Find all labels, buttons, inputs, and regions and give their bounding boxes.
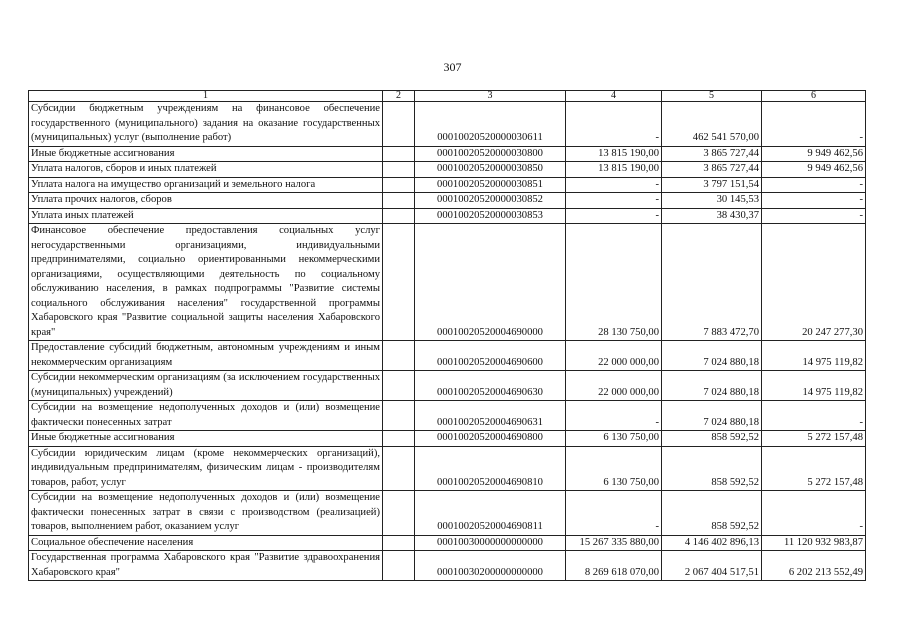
row-col4-cell: 28 130 750,00 xyxy=(566,224,662,341)
row-name-cell: Субсидии на возмещение недополученных доходов и (или) возмещение фактически понесенных затрат xyxy=(29,401,383,431)
row-col4-cell: - xyxy=(566,401,662,431)
row-col6-cell: 14 975 119,82 xyxy=(762,371,866,401)
row-name-cell: Государственная программа Хабаровского края "Развитие здравоохранения Хабаровского края" xyxy=(29,551,383,581)
row-col6-cell: - xyxy=(762,208,866,224)
row-col6-cell: 6 202 213 552,49 xyxy=(762,551,866,581)
row-name-cell: Уплата иных платежей xyxy=(29,208,383,224)
table-row xyxy=(29,535,866,551)
row-col5-cell: 7 024 880,18 xyxy=(662,341,762,371)
table-row xyxy=(29,102,866,147)
row-code-cell: 00010020520000030850 xyxy=(415,162,566,178)
row-col4-cell: 15 267 335 880,00 xyxy=(566,535,662,551)
table-row xyxy=(29,162,866,178)
table-row xyxy=(29,177,866,193)
row-col4-cell: 13 815 190,00 xyxy=(566,146,662,162)
table-row xyxy=(29,193,866,209)
row-code-cell: 00010030200000000000 xyxy=(415,551,566,581)
row-name-cell: Предоставление субсидий бюджетным, автономным учреждениям и иным некоммерческим организациям xyxy=(29,341,383,371)
row-name-cell: Субсидии бюджетным учреждениям на финансовое обеспечение государственного (муниципального) задания на оказание государственных (муниципальных) услуг (выполнение работ) xyxy=(29,102,383,147)
row-col4-cell: 13 815 190,00 xyxy=(566,162,662,178)
row-col5-cell: 462 541 570,00 xyxy=(662,102,762,147)
row-code-cell: 00010020520004690000 xyxy=(415,224,566,341)
row-col2-cell xyxy=(383,491,415,536)
row-code-cell: 00010020520000030853 xyxy=(415,208,566,224)
row-col4-cell: - xyxy=(566,102,662,147)
row-col2-cell xyxy=(383,401,415,431)
row-col5-cell: 2 067 404 517,51 xyxy=(662,551,762,581)
row-name-cell: Субсидии на возмещение недополученных доходов и (или) возмещение фактически понесенных затрат в связи с производством (реализацией) товаров, выполнением работ, оказанием услуг xyxy=(29,491,383,536)
table-row xyxy=(29,401,866,431)
row-col5-cell: 3 865 727,44 xyxy=(662,146,762,162)
row-col2-cell xyxy=(383,193,415,209)
row-col6-cell: 5 272 157,48 xyxy=(762,446,866,491)
row-code-cell: 00010020520000030852 xyxy=(415,193,566,209)
row-col6-cell: 20 247 277,30 xyxy=(762,224,866,341)
row-col6-cell: - xyxy=(762,177,866,193)
row-code-cell: 00010020520004690811 xyxy=(415,491,566,536)
row-name-cell: Социальное обеспечение населения xyxy=(29,535,383,551)
row-col5-cell: 7 024 880,18 xyxy=(662,371,762,401)
table-row xyxy=(29,371,866,401)
row-col4-cell: - xyxy=(566,177,662,193)
row-col4-cell: 6 130 750,00 xyxy=(566,431,662,447)
row-code-cell: 00010020520004690800 xyxy=(415,431,566,447)
row-col6-cell: 11 120 932 983,87 xyxy=(762,535,866,551)
row-col2-cell xyxy=(383,371,415,401)
row-col4-cell: 22 000 000,00 xyxy=(566,371,662,401)
row-name-cell: Уплата налога на имущество организаций и земельного налога xyxy=(29,177,383,193)
page-number: 307 xyxy=(443,60,462,74)
row-col5-cell: 3 865 727,44 xyxy=(662,162,762,178)
table-row xyxy=(29,551,866,581)
table-row xyxy=(29,431,866,447)
row-col2-cell xyxy=(383,551,415,581)
row-col4-cell: - xyxy=(566,208,662,224)
row-col5-cell: 4 146 402 896,13 xyxy=(662,535,762,551)
column-header-6: 6 xyxy=(762,91,866,102)
column-header-1: 1 xyxy=(29,91,383,102)
row-col4-cell: 6 130 750,00 xyxy=(566,446,662,491)
row-col2-cell xyxy=(383,208,415,224)
row-name-cell: Финансовое обеспечение предоставления социальных услуг негосударственными организациями, индивидуальными предпринимателями, социально ориентированными некоммерческими организациями, осуществляющими деятельность по социальному обслуживанию населения, в рамках подпрограммы "Развитие системы социального обслуживания населения" государственной программы Хабаровского края "Развитие социальной защиты населения Хабаровского края" xyxy=(29,224,383,341)
row-col6-cell: 9 949 462,56 xyxy=(762,146,866,162)
column-header-3: 3 xyxy=(415,91,566,102)
row-col5-cell: 858 592,52 xyxy=(662,491,762,536)
row-code-cell: 00010020520004690600 xyxy=(415,341,566,371)
table-row xyxy=(29,224,866,341)
table-row xyxy=(29,208,866,224)
column-header-4: 4 xyxy=(566,91,662,102)
row-col4-cell: 8 269 618 070,00 xyxy=(566,551,662,581)
row-code-cell: 00010030000000000000 xyxy=(415,535,566,551)
row-col2-cell xyxy=(383,102,415,147)
column-header-5: 5 xyxy=(662,91,762,102)
row-col2-cell xyxy=(383,431,415,447)
row-col5-cell: 38 430,37 xyxy=(662,208,762,224)
row-col2-cell xyxy=(383,177,415,193)
row-col2-cell xyxy=(383,446,415,491)
row-code-cell: 00010020520000030851 xyxy=(415,177,566,193)
row-code-cell: 00010020520000030800 xyxy=(415,146,566,162)
row-code-cell: 00010020520004690630 xyxy=(415,371,566,401)
row-col5-cell: 3 797 151,54 xyxy=(662,177,762,193)
row-col4-cell: 22 000 000,00 xyxy=(566,341,662,371)
row-col4-cell: - xyxy=(566,491,662,536)
row-col6-cell: - xyxy=(762,491,866,536)
row-col5-cell: 7 883 472,70 xyxy=(662,224,762,341)
row-name-cell: Иные бюджетные ассигнования xyxy=(29,146,383,162)
row-col5-cell: 30 145,53 xyxy=(662,193,762,209)
row-col2-cell xyxy=(383,341,415,371)
row-col4-cell: - xyxy=(566,193,662,209)
row-name-cell: Уплата налогов, сборов и иных платежей xyxy=(29,162,383,178)
row-col6-cell: 9 949 462,56 xyxy=(762,162,866,178)
row-col2-cell xyxy=(383,224,415,341)
table-row xyxy=(29,146,866,162)
budget-table xyxy=(28,90,866,581)
row-col2-cell xyxy=(383,162,415,178)
row-col6-cell: - xyxy=(762,401,866,431)
row-name-cell: Субсидии юридическим лицам (кроме некоммерческих организаций), индивидуальным предпринимателям, физическим лицам - производителям товаров, работ, услуг xyxy=(29,446,383,491)
row-col5-cell: 7 024 880,18 xyxy=(662,401,762,431)
table-row xyxy=(29,491,866,536)
row-name-cell: Субсидии некоммерческим организациям (за исключением государственных (муниципальных) учреждений) xyxy=(29,371,383,401)
row-col5-cell: 858 592,52 xyxy=(662,431,762,447)
table-row xyxy=(29,446,866,491)
row-col2-cell xyxy=(383,535,415,551)
row-code-cell: 00010020520004690810 xyxy=(415,446,566,491)
header-row xyxy=(29,91,866,102)
row-col2-cell xyxy=(383,146,415,162)
row-code-cell: 00010020520004690631 xyxy=(415,401,566,431)
column-header-2: 2 xyxy=(383,91,415,102)
row-name-cell: Уплата прочих налогов, сборов xyxy=(29,193,383,209)
row-col6-cell: - xyxy=(762,193,866,209)
row-col6-cell: - xyxy=(762,102,866,147)
row-col5-cell: 858 592,52 xyxy=(662,446,762,491)
row-code-cell: 00010020520000030611 xyxy=(415,102,566,147)
row-col6-cell: 14 975 119,82 xyxy=(762,341,866,371)
table-row xyxy=(29,341,866,371)
row-name-cell: Иные бюджетные ассигнования xyxy=(29,431,383,447)
row-col6-cell: 5 272 157,48 xyxy=(762,431,866,447)
